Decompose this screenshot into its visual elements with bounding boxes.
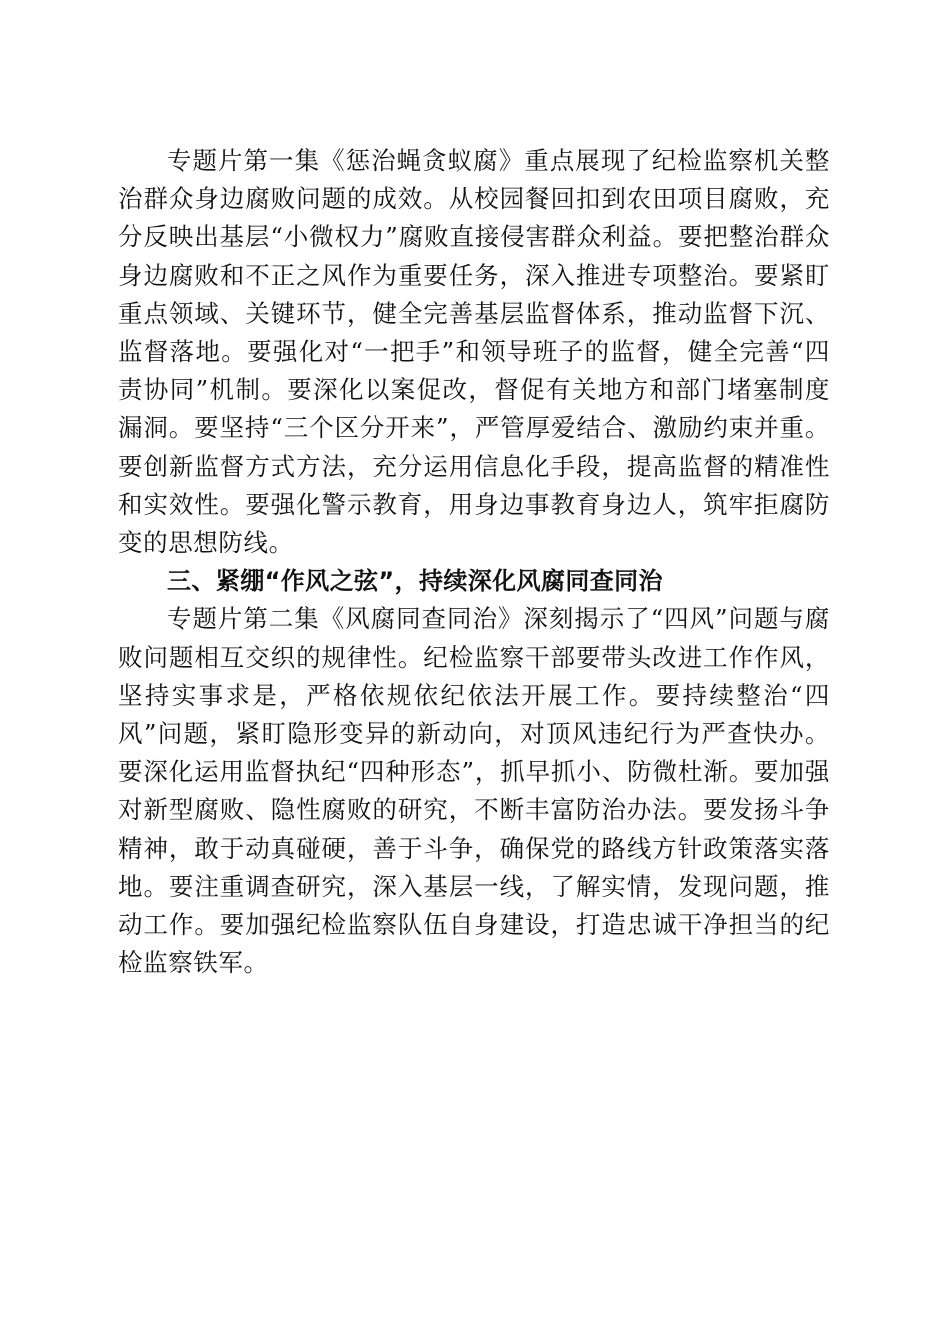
body-paragraph-1: 专题片第一集《惩治蝇贪蚁腐》重点展现了纪检监察机关整治群众身边腐败问题的成效。从校园餐回扣到农田项目腐败，充分反映出基层“小微权力”腐败直接侵害群众利益。要把整治群众身边腐败和不正之风作为重要任务，深入推进专项整治。要紧盯重点领域、关键环节，健全完善基层监督体系，推动监督下沉、监督落地。要强化对“一把手”和领导班子的监督，健全完善“四责协同”机制。要深化以案促改，督促有关地方和部门堵塞制度漏洞。要坚持“三个区分开来”，严管厚爱结合、激励约束并重。要创新监督方式方法，充分运用信息化手段，提高监督的精准性和实效性。要强化警示教育，用身边事教育身边人，筑牢拒腐防变的思想防线。 xyxy=(118,146,830,558)
body-paragraph-2: 专题片第二集《风腐同查同治》深刻揭示了“四风”问题与腐败问题相互交织的规律性。纪检监察干部要带头改进工作作风，坚持实事求是，严格依规依纪依法开展工作。要持续整治“四风”问题，紧盯隐形变异的新动向，对顶风违纪行为严查快办。要深化运用监督执纪“四种形态”，抓早抓小、防微杜渐。要加强对新型腐败、隐性腐败的研究，不断丰富防治办法。要发扬斗争精神，敢于动真碰硬，善于斗争，确保党的路线方针政策落实落地。要注重调查研究，深入基层一线，了解实情，发现问题，推动工作。要加强纪检监察队伍自身建设，打造忠诚干净担当的纪检监察铁军。 xyxy=(118,604,830,978)
section-heading-3: 三、紧绷“作风之弦”，持续深化风腐同查同治 xyxy=(167,567,663,596)
document-body xyxy=(118,142,830,982)
